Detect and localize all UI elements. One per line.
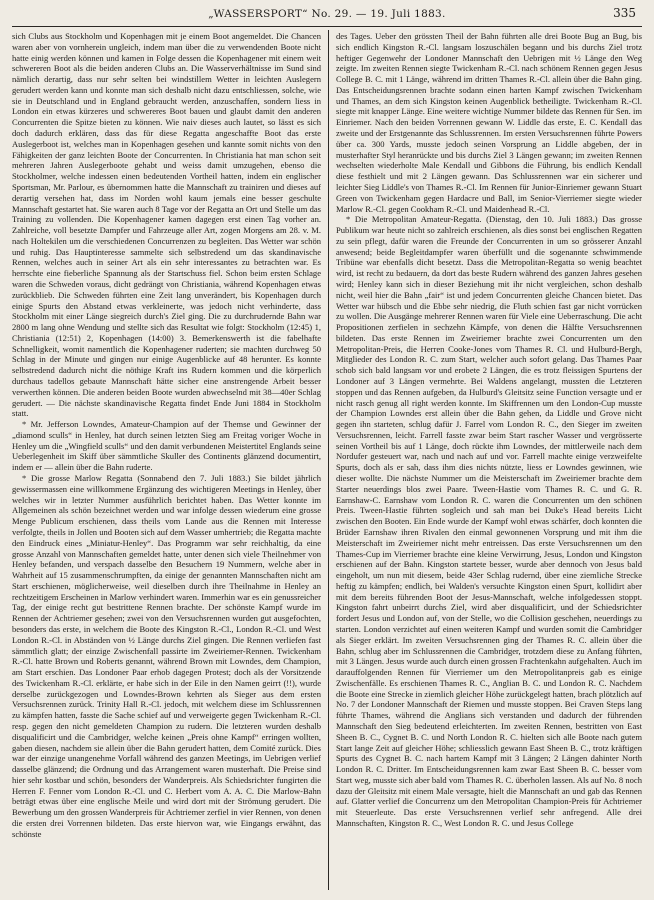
header-rule xyxy=(12,26,642,27)
article-lowndes: * Mr. Jefferson Lowndes, Amateur-Champion auf der Themse und Gewinner der „diamond sculls“ in Henley, hat durch seinen letzten Sieg am Freitag voriger Woche in Henley um die „Wingfield sculls“ und den damit verbundenen Meistertitel Englands seine Ueberlegenheit im Skiff über sämmtliche Skuller des Continents glänzend documentirt, indem er — allein über die Bahn ruderte. xyxy=(12,419,321,473)
article-metropolitan-regatta: * Die Metropolitan Amateur-Regatta. (Dienstag, den 10. Juli 1883.) Das grosse Publikum war heute nicht so zahlreich erschienen, als dies sonst bei englischen Regatten zu sein pflegt, dafür waren die Freunde der Concurrenten in um so grösserer Anzahl anwesend; beide Begleitdampfer waren überfüllt und die sogenannte schwimmende Tribüne war ebenfalls dicht besetzt. Dass die Metropolitan-Regatta so wenig beachtet wird, ist recht zu bedauern, da dort das beste Rudern während des ganzen Jahres gesehen wird; Henley kann sich in dieser Beziehung mit ihr nicht vergleichen, schon deshalb nicht, weil hier die Bahn „fair“ ist und jedem Concurrenten gleiche Chancen bietet. Das Wetter war hübsch und die Ebbe sehr niedrig, die Fluth schien fast gar nicht vorrücken zu wollen. Die Ausgänge mehrerer Rennen waren für Viele eine Ueberraschung. Die acht Propositionen zerfielen in sechzehn Kämpfe, von denen die Hälfte Versuchsrennen bildeten. Das erste Rennen im Zweiriemer brachte zwei Concurrenten um den Metropolitan-Preis, die Herren Cooke-Jones vom Thames R. Cl. und Hulburd-Bergh, Mitglieder des London R. C. zum Start, welcher auch sofort gelang. Das Thames Paar schob sich bald langsam vor und erobete 2 Längen, die es trotz fleissigen Spurtens der Londoner auf 3 Längen vermehrte. Bei Waldens angelangt, mussten die Letzteren stoppen und das Rennen aufgeben, da Hulburd's Gleitsitz seine Function versagte und er nicht rasch genug all right werden konnte. Im Skiffrennen um den London-Cup musste der Champion Lowndes erst allein über die Bahn gehen, da Liddle und Grove nicht gegen ihn starteten, schlug dafür J. Farrel vom London R. C., den Sieger im zweiten Versuchsrennen, leicht. Farrell fasste zwar beim Start rascher Wasser und vergrösserte seinen Vortheil bis auf 1 Länge, doch rückte ihm Lowndes, der mittlerweile nach dem Nordufer gesteuert war, nach und nach auf und vor. Farrell machte einige verzweifelte Spurts, doch als er sah, dass ihm dies nichts nützte, liess er Lowndes gewinnen, wie dieser wollte. Die nächste Nummer um die Meisterschaft im Zweiriemer brachte dem Starter neuerdings blos zwei Paare. Tween-Hastie vom Thames R. C. und G. R. Earnshaw-C. Earnshaw vom London R. C. waren die Concurrenten um den schönen Preis. Tween-Hastie führten sogleich und sah man bei Duke's Head bereits Licht zwischen den Booten. Ein Ende wurde der Kampf wohl etwas schärfer, doch konnten die Brüder Earnshaw ihren Rivalen den einmal gewonnenen Vorsprung und mit ihm die Meisterschaft im Zweiriemer nicht mehr entreissen. Das erste Versuchsrennen um den Thames-Cup im Vierriemer brachte eine kleine Verwirrung, Jesus, London und Kingston erschienen auf der Bahn. Kingston startete besser, wurde aber dennoch von Jesus bald eingeholt, um nun mit diesem, beide 43er Schlag rudernd, über eine ziemliche Strecke heftig zu kämpfen; endlich, bei Walden's versuchte Kingston einen Spurt, kollidirt aber mit dem bereits führenden Boot der Jesus-Mannschaft, welche infolgedessen stoppt. Kingston fahrt unbeirrt durchs Ziel, wird aber disqualificirt, und der Schiedsrichter fordert Jesus und London auf, von der Stelle, wo die Collision geschehen, neuerdings zu starten. London verzichtet auf einen weiteren Kampf und wurden somit die Cambridger als Sieger erklärt. Im zweiten Versuchsrennen ging der Thames R. C. allein über die Bahn, schlug aber im Schlussrennen die Cambridger, trotzdem diese zu Anfang führten, mit 3 Längen. Jesus wurde auch durch einen grossen Frachtenkahn aufgehalten. Auch im darauffolgenden Rennen für Vierriemer um den Metropolitanpreis gab es einige Zwischenfälle. Es erschienen Thames R. C., Anglian B. C. und London R. C. Nachdem die Boote eine Strecke in ziemlich gleicher Höhe zurückgelegt hatten, brach plötzlich auf No. 7 der Londoner Mannschaft der Riemen und musste stoppen. Bei Craven Steps lang führte Thames, während die Anglians sich verstanden und dadurch der führenden Mannschaft den Sieg bedeutend erleichterten. Im zweiten Rennen, bestritten von East Sheen B. C., Cygnet B. C. und North London R. C. hielten sich alle Boote nach gutem Start lange Zeit auf gleicher Höhe; schliesslich gewann East Sheen B. C., trotz kräftigen Spurts des Cygnet B. C. nach hartem Kampf mit 3 Längen; 2 Längen dahinter North London R. C. Dritter. Im Entscheidungsrennen kam zwar East Sheen B. C. besser vom Start weg, musste sich aber bald vom Thames R. C. überholen lassen. Als auf No. 8 noch dazu der Gleitsitz mit einem Male versagte, hielt die Mannschaft an und gab das Rennen auf. Glatter verlief die Concurrenz um den Metropolitan Champion-Preis für Achtriemer mit Steuerleute. Das erste Versuchsrennen verlief sehr anfregend. Alle drei Mannschaften, Kingston R. C., West London R. C. und Jesus College xyxy=(336,214,642,829)
page-number: 335 xyxy=(613,6,636,20)
column-rule xyxy=(328,30,329,890)
article-marlow-continued: des Tages. Ueber den grössten Theil der Bahn führten alle drei Boote Bug an Bug, bis sich endlich Kingston R.-Cl. langsam loszuschälen begann und bis durchs Ziel trotz heftiger Gegenwehr der Londoner Mannschaft den Uebrigen mit ½ Länge den Weg zeigte. Im zweiten Rennen siegte Twickenham R.-Cl. nach schönem Rennen gegen Jesus College B. C. mit 1 Länge, während im dritten Thames R.-Cl. allein über die Bahn ging. Das Entscheidungsrennen brachte sodann einen harten Kampf zwischen Twickenham und Thames, an dem sich Kingston keinen Augenblick betheiligte. Twickenham R.-Cl. siegte mit knapper Länge. Eine weitere wichtige Nummer bildete das Rennen für Sen. im Einriemer. Nach den beiden Vorrennen gewann W. Liddle das erste, E. C. Kendall das zweite und der Erstgenannte das Schlussrennen. Im ersten Versuchsrennen führte Powers über ca. 300 Yards, musste jedoch seinen Vorsprung an Liddle abgeben, der in musterhafter Styl heranrückte und bis durchs Ziel 3 Längen gewann; im zweiten Rennen wechselten wiederholte Male Kendall und Gibbons die Führung, bis endlich Kendall diese festhielt und mit 2 Längen gewann. Das Schlussrennen war ein sicherer und leichter Sieg Liddle's von Thames R.-Cl. Im Rennen für Junior-Einriemer gewann Stuart Green von Twickenham gegen Hardacre und Ball, im Senior-Vierriemer siegte wieder Marlow R.-Cl. gegen Cookham R.-Cl. und Maidenhead R.-Cl. xyxy=(336,31,642,214)
article-marlow-regatta: * Die grosse Marlow Regatta (Sonnabend den 7. Juli 1883.) Sie bildet jährlich gewissermassen eine willkommene Ergänzung des wichtigeren Meetings in Henley, über welches wir in letzter Nummer ausführlich berichtet haben. Das Wetter konnte im Allgemeinen als schön bezeichnet werden und war infolge dessen wiederum eine grosse Menge Publicum erschienen, dass theils vom Lande aus die Rennen mit Interesse verfolgte, theils in Jollen und Booten sich auf dem Wasser umhertrieb; die Regatta machte den Eindruck eines „Miniatur-Henley“. Das Programm war sehr reichhaltig, da eine grosse Anzahl von Mannschaften gemeldet hatte, unter denen sich viele Theilnehmer von Henley befanden, und verspach dasselbe den Besuchern 19 Nummern, welche aber in Wahrheit auf 15 zusammenschrumpften, da einige der genannten Mannschaften nicht am Start erschienen, möglicherweise, weil dieselben durch ihre Theilnahme in Henley an rechtzeitigem Erscheinen in Marlow verhindert waren. Immerhin war es ein genussreicher Tag, der einige recht gut bestrittene Rennen brachte. Der schönste Kampf wurde im Rennen der Achtriemer gesehen; zwei von den Versuchsrennen wurden gut ausgefochten, besonders das erste, in welchem die Boote des Kingston R.-Cl., London R.-Cl. und West London R.-Cl. in Abständen von ½ Länge durchs Ziel gingen. Die Rennen verliefen fast sämmtlich glatt; der einzige Zwischenfall passirte im Zweiriemer-Rennen. Twickenham R.-Cl. hatte Brown und Roberts genannt, während Brown mit Lowndes, dem Champion, am Start erschien. Das Londoner Paar erhob dagegen Protest; doch als der Vorsitzende des Twickenham R.-Cl. erklärte, er habe sich in der Eile in den Namen geirrt (!!), wurde derselbe zurückgezogen und Lowndes-Brown kehrten als Sieger aus dem ersten Versuchsrennen zurück. Trinity Hall R.-Cl. jedoch, mit welchem diese im Schlussrennen zu kämpfen hatten, fasste die Sache schief auf und verweigerte gegen Twickenham R.-Cl. resp. gegen den nicht gemeldeten Champion zu rudern. Die letzteren wurden deshalb disqualificirt und die Cambridger, welche keinen „Preis ohne Kampf“ erringen wollten, gaben diesen, nachdem sie allein über die Bahn gerudert hatten, dem Comité zurück. Dies war der einzige unangenehme Vorfall während des ganzen Meetings, im Uebrigen verlief dasselbe glänzend; die Ordnung und das Arrangement waren musterhaft. Die Preise sind hier sehr kostbar und schön, besonders der Wanderpreis. Als Schiedsrichter fungirten die Herren F. Fenner vom London R.-Cl. und C. Herbert vom A. A. C. Die Marlow-Bahn beträgt etwas über eine englische Meile und wird dort mit der Strömung gerudert. Die Bewerbung um den grossen Wanderpreis für Achtriemer zerfiel in vier Rennen, von denen die ersten drei Vorrennen bildeten. Das erste hiervon war, wie Eingangs erwähnt, das schönste xyxy=(12,473,321,839)
running-title: „WASSERSPORT“ No. 29. — 19. Juli 1883. xyxy=(208,8,446,20)
article-continuation: sich Clubs aus Stockholm und Kopenhagen mit je einem Boot angemeldet. Die Chancen waren aber von vornherein ungleich, indem man über die zu verwendenden Boote nicht hatte einig werden können und kamen in Folge dessen die Kopenhagener mit einem weit schwereren Boot als die beiden anderen Clubs an. Die Wasserverhältnisse im Sund sind nämlich derartig, dass nur sehr selten bei windstillem Wetter in leichten Auslegern gerudert werden kann und konnte man sich deshalb nicht dazu entschliessen, solche, wie sie in Deutschland und in England gebraucht werden, anzuschaffen, sondern liess in London ein etwas kürzeres und schwereres Boot bauen und glaubt damit den anderen Concurrenten die Spitze bieten zu können. Wie naiv dieses auch lautet, so lässt es sich doch dadurch erklären, dass das für diese Regatta angeschaffte Boot das erste Auslegerboot ist, welches man in Kopenhagen gesehen und kannte somit nichts von den Fähigkeiten der ganz leichten Boote der Concurrenten. In Christiania hat man schon seit mehreren Jahren Auslegerboote gehabt und weiss damit umzugehen, ebenso die Stockholmer, welche indessen einen bedeutenden Vortheil hatten, indem ein englischer Sportsman, Mr. Parlour, es übernommen hatte die Mannschaft zu trainiren und dieses auf derartig versehen hat, dass im Norden wohl kaum jemals eine besser geschulte Mannschaft gestartet hat. Sie waren auch 8 Tage vor der Regatta an Ort und Stelle um das Training zu vollenden. Die Kopenhagener kamen dagegen erst einen Tag vorher an. Zahlreiche, voll besetzte Dampfer und Fahrzeuge aller Art, zogen Morgens am 28. v. M. nach Holtekilen um die verschiedenen Concurrenzen zu begleiten. Das Wetter war schön und ruhig. Das Hauptinteresse sammelte sich selbstredend um das skandinavische Rennen, welches auch in seiner Art als ein sehr interessantes zu betrachten war. Es herrschte eine fieberliche Spannung als der Startschuss fiel. Schon beim ersten Schlage waren die Schweden voraus, dicht gedrängt von Christiania, während Kopenhagen etwas zurückblieb. Die Schweden führten eine Zeit lang unverändert, bis Kopenhagen durch einige Spurts den Abstand etwas verkleinerte, was jedoch nicht verhinderte, dass Stockholm mit einer Länge siegreich durch's Ziel ging. Die zu durchrudernde Bahn war 2800 m lang ohne Wendung und stellte sich das Resultat wie folgt: Stockholm (12:45) 1, Christiania (12:51) 2, Kopenhagen (14:00) 3. Bemerkenswerth ist die fabelhafte Schnelligkeit, womit namentlich die Kopenhagener ruderten; sie machten durchweg 50 Schlag in der Minute und gingen nur einige Augenblicke auf 48 herunter. Es konnte selbstredend dadurch nicht die nöthige Kraft ins Rudern kommen und die körperlich durchaus tadellos gebaute Mannschaft hätte sicher eine anstrengende Arbeit besser verwerthen können. Die anderen beiden Boote wurden abwechselnd mit 38—40er Schlag gerudert. — Die nächste skandinavische Regatta findet Ende Juni 1884 in Stockholm statt. xyxy=(12,31,321,419)
left-column xyxy=(12,31,321,893)
running-head xyxy=(10,6,644,26)
right-column xyxy=(336,31,642,893)
